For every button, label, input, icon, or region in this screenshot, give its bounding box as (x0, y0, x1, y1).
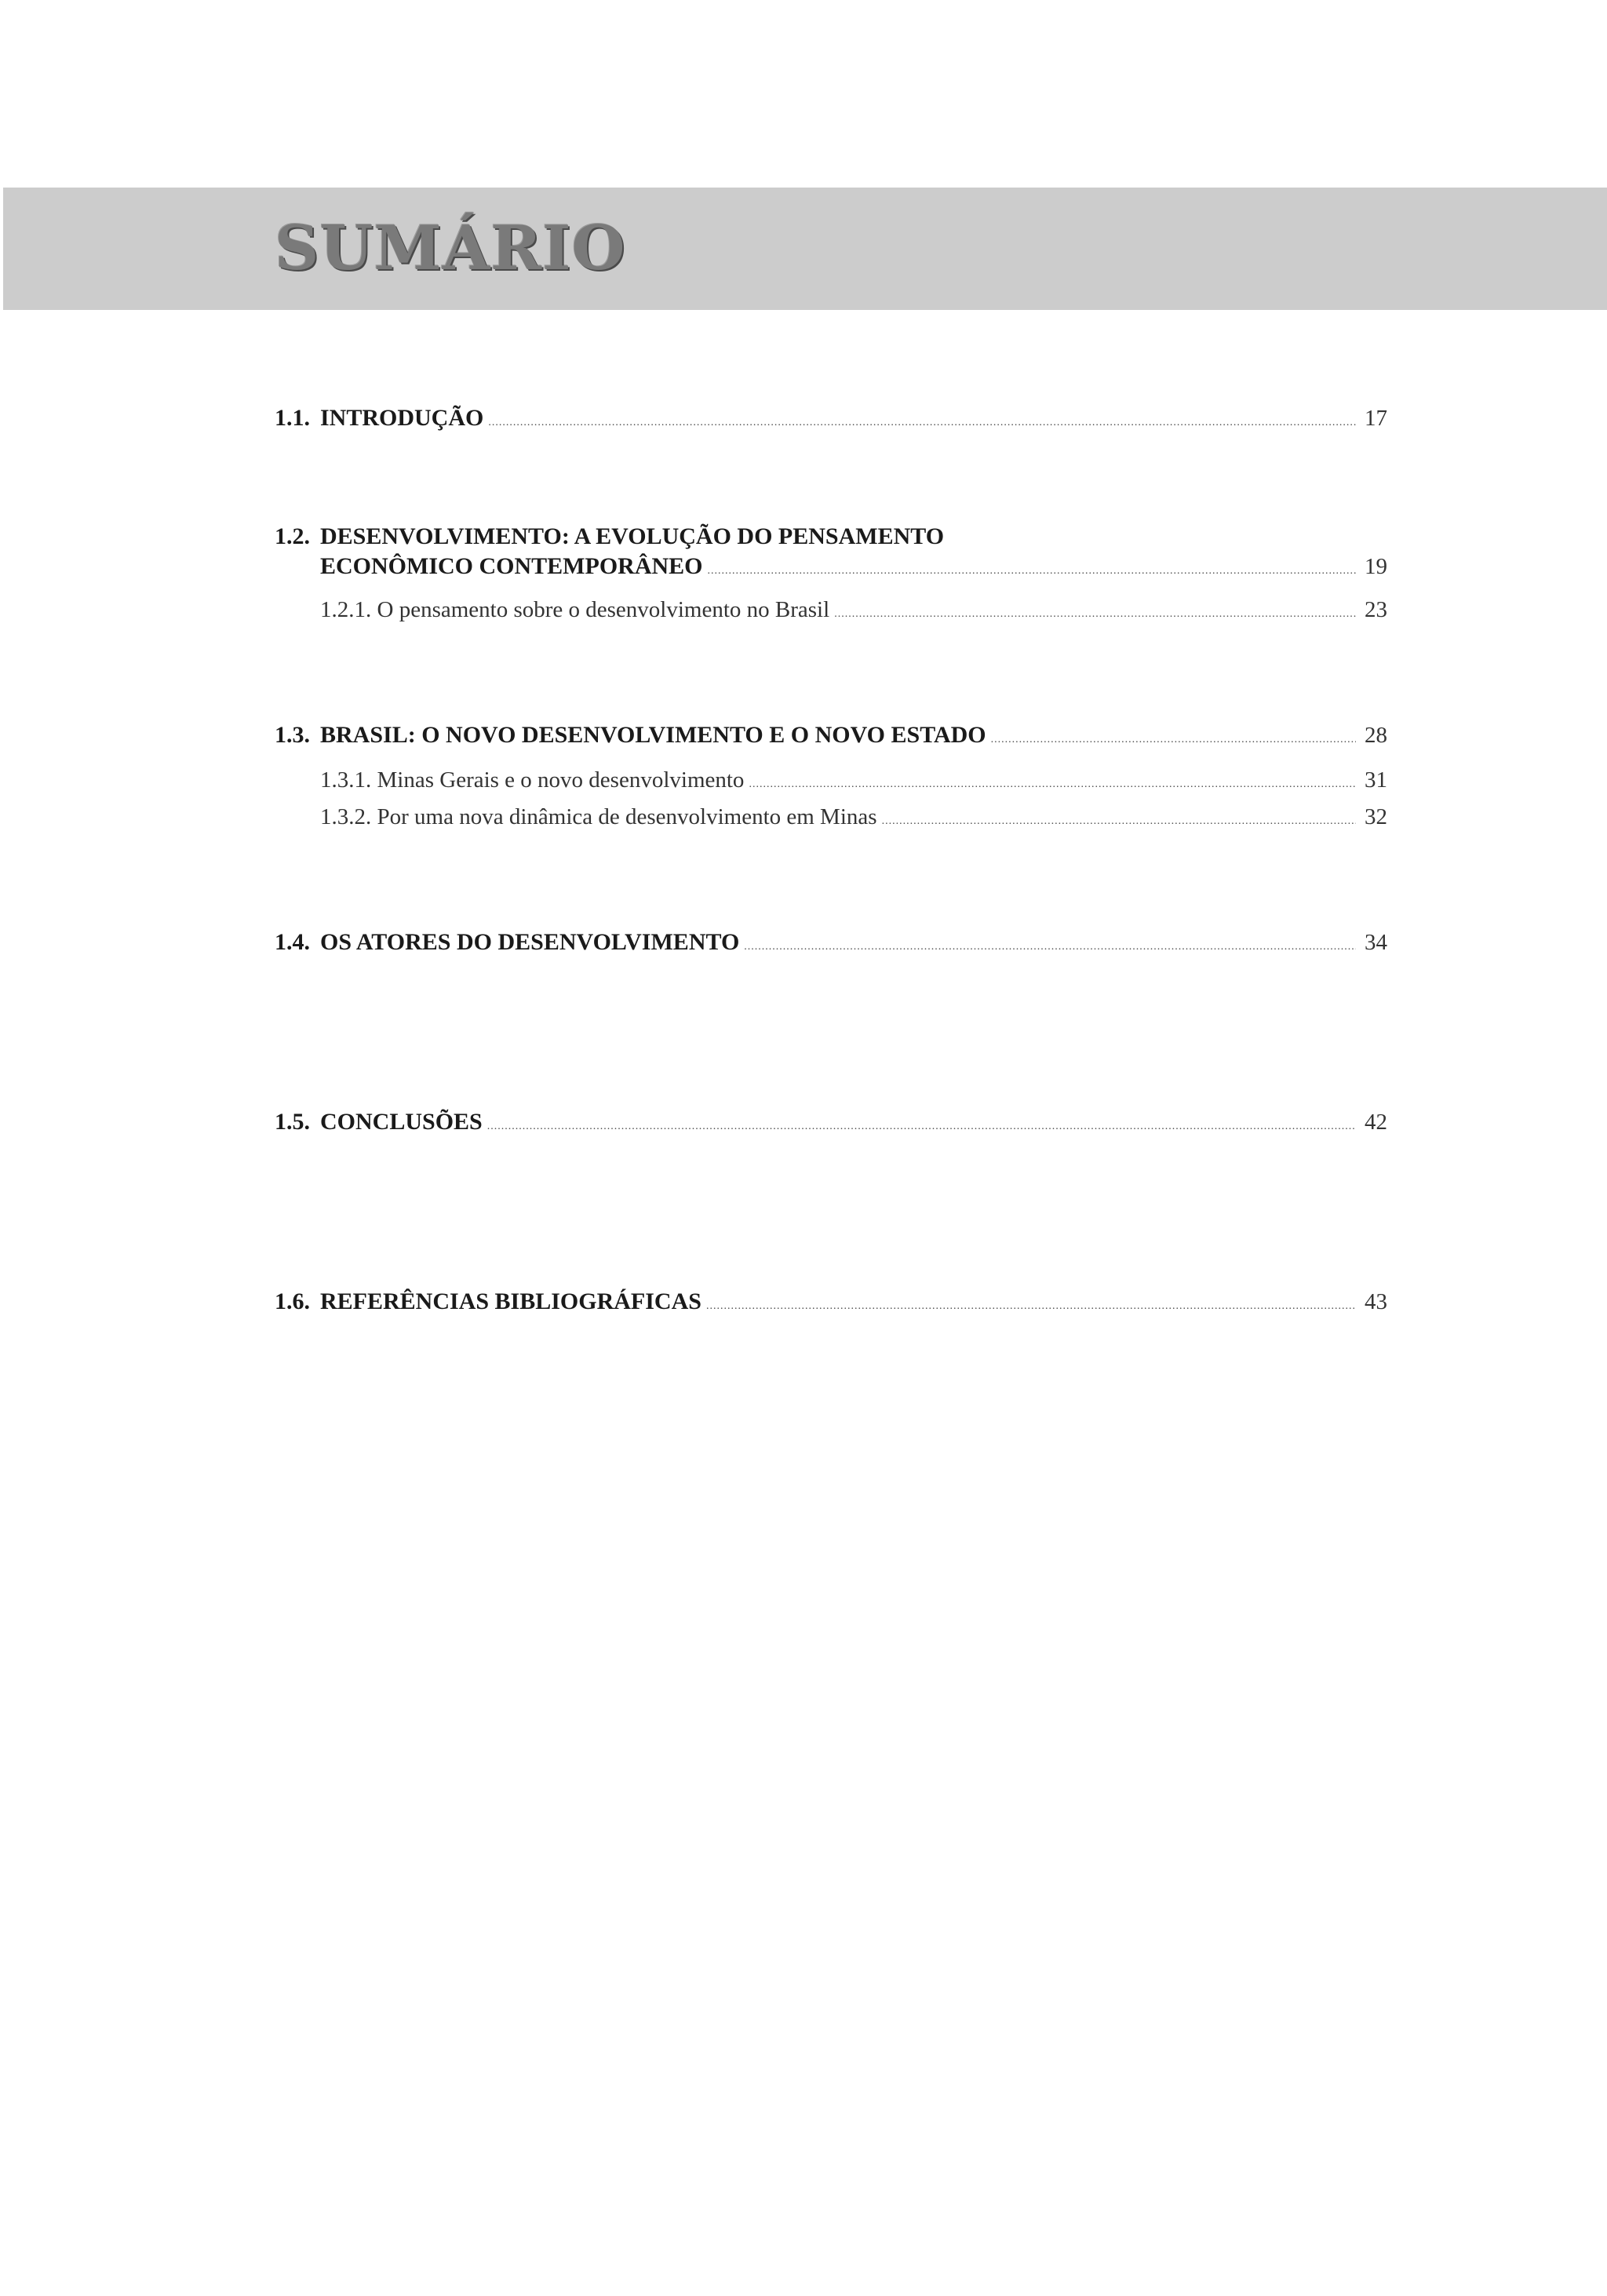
dot-leader (708, 556, 1357, 586)
toc-entry-desenvolvimento-line1[interactable] (275, 522, 1387, 552)
toc-entry-label: BRASIL: O NOVO DESENVOLVIMENTO E O NOVO ESTADO (320, 722, 986, 748)
toc-page-number: 34 (1365, 930, 1387, 955)
toc-entry-pensamento-brasil[interactable] (275, 595, 1387, 629)
toc-entry-number: 1.5. (275, 1109, 310, 1135)
page-title: SUMÁRIO (275, 213, 626, 284)
toc-entry-number: 1.1. (275, 405, 310, 431)
dot-leader (487, 1112, 1356, 1142)
toc-entry-label: 1.3.1. Minas Gerais e o novo desenvolvimento (320, 767, 745, 793)
dot-leader (706, 1292, 1356, 1321)
toc-entry-conclusoes[interactable] (275, 1107, 1387, 1142)
toc-entry-number: 1.6. (275, 1288, 310, 1314)
toc-page-number: 32 (1365, 804, 1387, 829)
toc-entry-referencias[interactable] (275, 1287, 1387, 1321)
toc-page-number: 19 (1365, 554, 1387, 579)
toc-entry-nova-dinamica[interactable] (275, 802, 1387, 836)
toc-entry-label: OS ATORES DO DESENVOLVIMENTO (320, 929, 740, 955)
toc-entry-label: CONCLUSÕES (320, 1109, 483, 1135)
toc-entry-introducao[interactable] (275, 403, 1387, 438)
toc-entry-number: 1.4. (275, 929, 310, 955)
dot-leader (749, 770, 1356, 800)
toc-entry-label: REFERÊNCIAS BIBLIOGRÁFICAS (320, 1288, 701, 1314)
toc-page-number: 42 (1365, 1110, 1387, 1135)
dot-leader (882, 807, 1356, 836)
toc-entry-desenvolvimento-line2[interactable] (275, 552, 1387, 586)
title-band (3, 188, 1607, 310)
toc-page-number: 43 (1365, 1289, 1387, 1314)
dot-leader (991, 725, 1356, 755)
toc-entry-label: INTRODUÇÃO (320, 405, 484, 431)
toc-page-number: 23 (1365, 597, 1387, 622)
toc-entry-atores[interactable] (275, 928, 1387, 962)
toc-entry-label: ECONÔMICO CONTEMPORÂNEO (320, 553, 703, 579)
dot-leader (834, 600, 1356, 629)
toc-page-number: 28 (1365, 723, 1387, 748)
dot-leader (488, 408, 1356, 438)
dot-leader (744, 932, 1356, 962)
toc-entry-number: 1.3. (275, 722, 310, 748)
toc-entry-label: 1.2.1. O pensamento sobre o desenvolvimento no Brasil (320, 597, 830, 622)
toc-entry-brasil-novo-estado[interactable] (275, 720, 1387, 755)
toc-page-number: 31 (1365, 767, 1387, 793)
toc-entry-label: 1.3.2. Por uma nova dinâmica de desenvolvimento em Minas (320, 804, 877, 829)
toc-entry-minas-gerais[interactable] (275, 765, 1387, 800)
toc-entry-label: DESENVOLVIMENTO: A EVOLUÇÃO DO PENSAMENTO (320, 523, 945, 549)
toc-entry-number: 1.2. (275, 523, 310, 549)
toc-page-number: 17 (1365, 406, 1387, 431)
